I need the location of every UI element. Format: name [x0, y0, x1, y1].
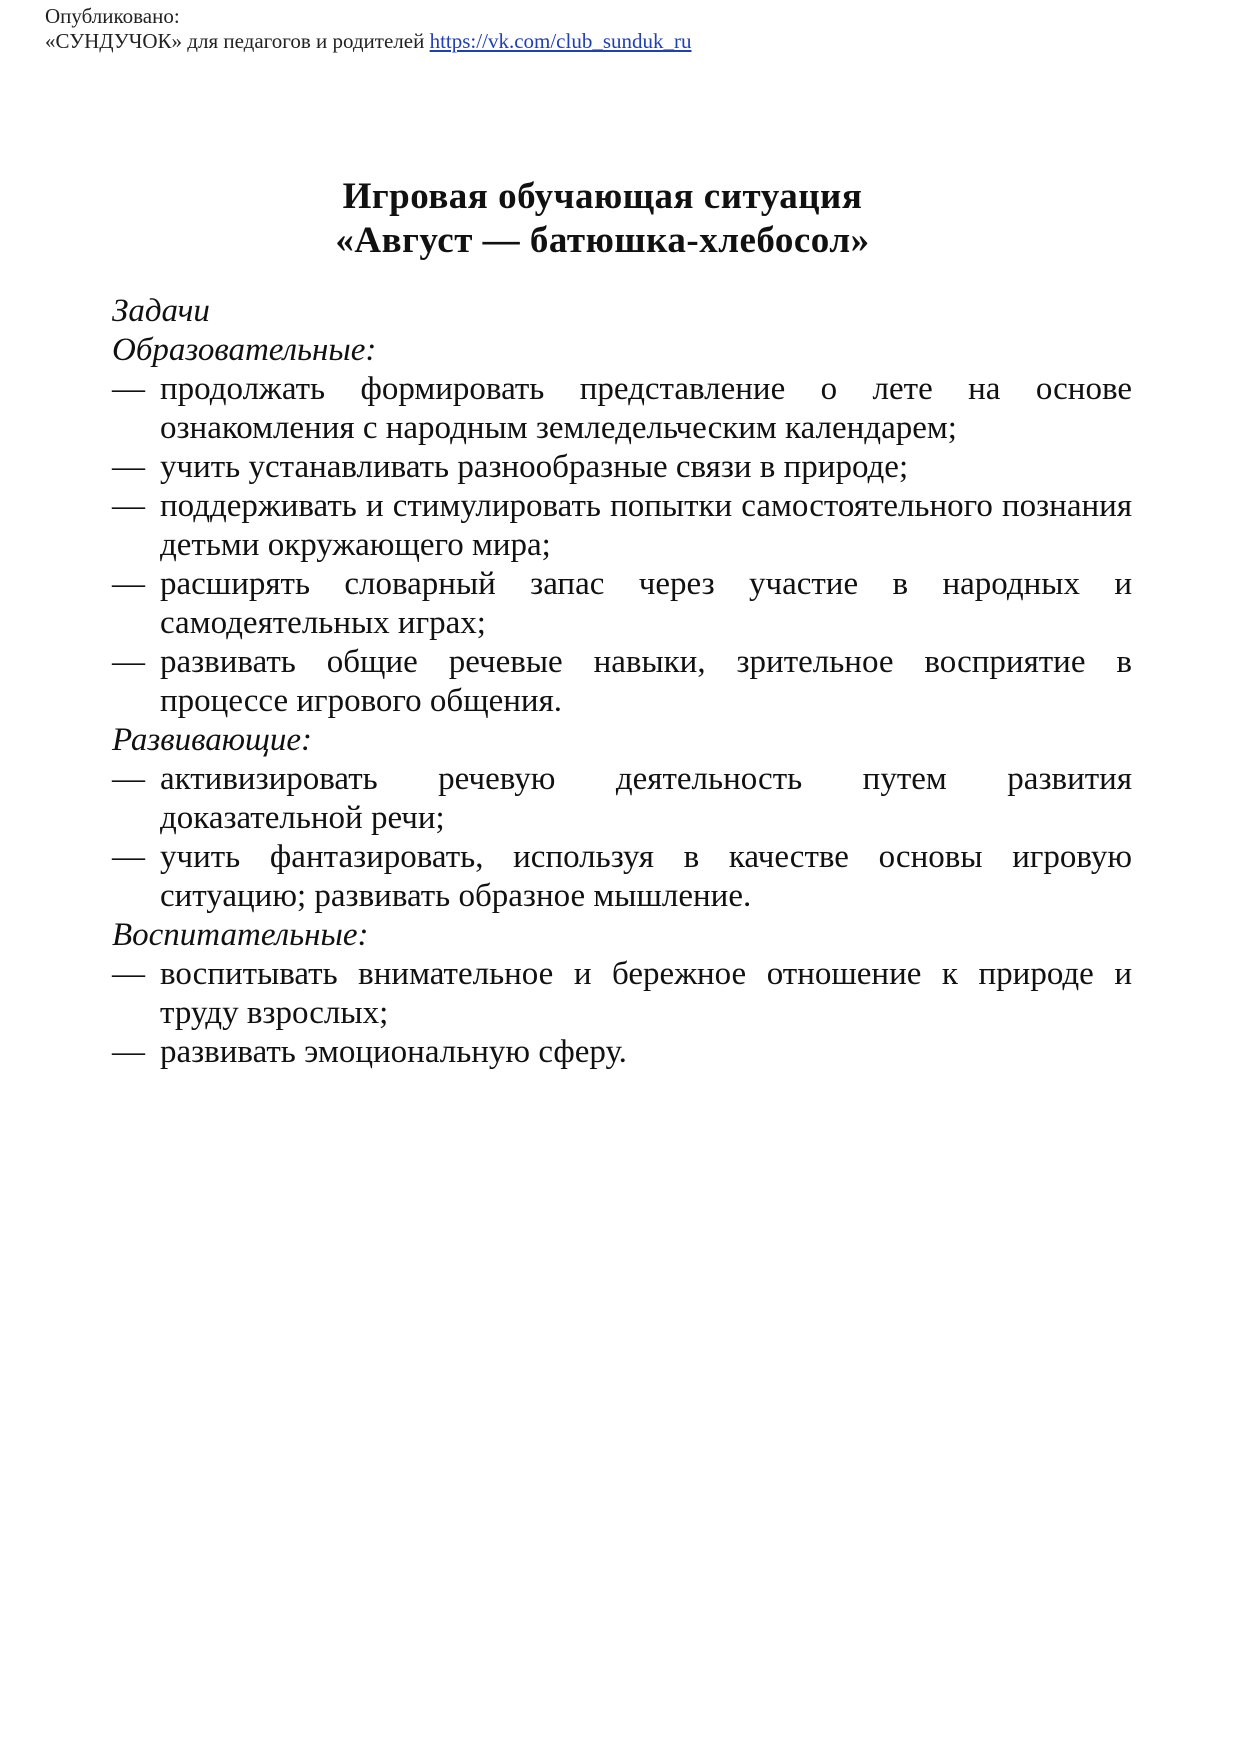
source-text: «СУНДУЧОК» для педагогов и родителей [45, 29, 425, 53]
list-item-text: учить фантазировать, используя в качестве основы игровую ситуацию; развивать образное мышление. [160, 839, 1132, 914]
dash-marker: — [112, 371, 145, 407]
source-link[interactable]: https://vk.com/club_sunduk_ru [429, 29, 692, 53]
list-item-text: развивать эмоциональную сферу. [160, 1034, 627, 1070]
dash-marker: — [112, 644, 145, 680]
list-item-text: продолжать формировать представление о лете на основе ознакомления с народным земледельческим календарем; [160, 371, 1132, 446]
list-item [112, 838, 1132, 916]
educational-heading: Образовательные: [112, 332, 377, 368]
list-item [112, 760, 1132, 838]
title-line-1: Игровая обучающая ситуация [342, 176, 863, 217]
list-item-text: учить устанавливать разнообразные связи в природе; [160, 449, 909, 485]
upbringing-heading: Воспитательные: [112, 917, 369, 953]
list-item [112, 643, 1132, 721]
dash-marker: — [112, 761, 145, 797]
tasks-heading: Задачи [112, 293, 210, 329]
dash-marker: — [112, 488, 145, 524]
publication-header [45, 4, 692, 54]
list-item [112, 448, 1132, 487]
developing-heading: Развивающие: [112, 722, 313, 758]
tasks-section [112, 292, 1132, 1072]
dash-marker: — [112, 566, 145, 602]
dash-marker: — [112, 1034, 145, 1070]
list-item-text: воспитывать внимательное и бережное отношение к природе и труду взрослых; [160, 956, 1132, 1031]
publication-source [45, 29, 692, 54]
list-item [112, 1033, 1132, 1072]
dash-marker: — [112, 839, 145, 875]
published-label: Опубликовано: [45, 4, 180, 28]
list-item [112, 370, 1132, 448]
list-item [112, 487, 1132, 565]
list-item-text: развивать общие речевые навыки, зрительное восприятие в процессе игрового общения. [160, 644, 1132, 719]
title-line-2: «Август — батюшка-хлебосол» [335, 220, 870, 261]
list-item [112, 955, 1132, 1033]
list-item-text: расширять словарный запас через участие в народных и самодеятельных играх; [160, 566, 1132, 641]
page-title [0, 175, 1205, 263]
list-item [112, 565, 1132, 643]
list-item-text: активизировать речевую деятельность путем развития доказательной речи; [160, 761, 1132, 836]
dash-marker: — [112, 449, 145, 485]
list-item-text: поддерживать и стимулировать попытки самостоятельного познания детьми окружающего мира; [160, 488, 1132, 563]
dash-marker: — [112, 956, 145, 992]
